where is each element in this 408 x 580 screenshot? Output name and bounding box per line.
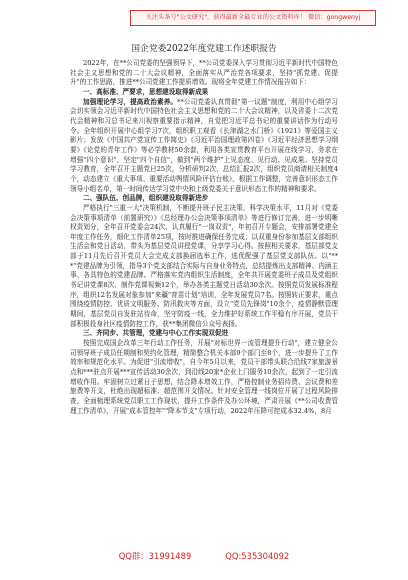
qq-group-text: QQ群：31991489 [118, 551, 192, 561]
section-3-paragraph: 按照完成国企改革三年行动工作任务，开展"对标世界一流管理提升行动"，建立健全公司领导班子成员任期制和契约化管理，精简整合机关本部9个部门至8个，进一步提升了工作效率和规范化水平。为促进"引流增收"，自今年5月以来，党员干部带头联合沿线7家旅游景点和***驻点开展***宣传活动30余次，到沿线20家*企业上门服务10余次，起到了一定引流增收作用。牢固树立过紧日子思想，结合降本增效工作，严格控制业务招待费、会议费和差旅费等开支，杜绝出现超标准、超范围开支情况。针对安全管理一线岗位开展了过程风险排查，全面梳理系统党员职工工作现状，提升工作条件及办公环境，严肃开展《**公司收费管理工作清单》，开展"成本管控年""降本节支"专项行动，2022年压降可控成本32.4%，8月 [70, 339, 338, 415]
qq-text: QQ:535304092 [225, 551, 290, 561]
page-title: 国企党委2022年度党建工作述职报告 [131, 44, 277, 54]
banner-text: 关注头条号"公文研究"，获得最新全最专业的公文资料库！ 微信：gongwenyj [145, 14, 361, 21]
section-1-text: **公司党委认真贯彻"第一议题"制度，利用中心组学习会切实领会习近平新时代中国特色社会主义思想和党的二十大会议精神，以及省委十二次党代会精神和习总书记来川视察重要指示精神，自觉把习近平总书记的重要讲话作为行动号令。全年组织开展中心组学习7次，组织职工观看《长津湖之水门桥》《1921》等爱国主义影片；发放《中国共产党宣传工作简史》《习近平治国理政第四卷》《习近平经济思想学习纲要》《论党的青年工作》等必学教材50余套，利用各类宣贯教育平台开展在线学习，务求在增强"四个意识"，坚定"四个自信"，做到"两个维护"上见态度、见行动、见成果。坚持党员学习教育，全年召开主题党日25次，分析研判2次、总结汇报2次，组织党员商请相关制度4个，动态建立《重大事项、重要活动舆情风险评估台账》，根据工作调整，完善意识形态工作领导小组名单，第一时间传达学习党中央和上级党委关于意识形态工作的精神和要求。 [70, 97, 338, 193]
section-1-paragraph [70, 98, 338, 195]
section-1-subheading: 加强理论学习，提高政治素养。 [83, 97, 178, 106]
section-1-heading: 一、高标准、严要求，思想建设取得新成果 [83, 87, 209, 96]
document-body [70, 42, 338, 416]
footer-contact [0, 546, 408, 566]
intro-paragraph: 2022年，在**公司党委的坚强领导下，**公司党委深入学习贯彻习近平新时代中国特色社会主义思想和党的二十大会议精神，全面落实从严治党各项要求，坚持"抓党建、促提升"的工作思路，推进**公司党建工作提质增效。现将全年党建工作情况报告如下： [70, 59, 338, 87]
section-2-heading: 二、强队伍、创品牌，组织建设取得新进步 [83, 194, 209, 203]
section-2-paragraph: 严格执行"三重一大"决策机制，不断提升班子民主决策、科学决策水平，11月对《党委会决策事项清单（前置研究）》《总经理办公会决策事项清单》等进行修订完善，进一步明晰权责划分，全年召开党委会24次、认真履行"一岗双责"，年初召开专题会，安排部署党建全年度工作任务，细化工作清单25项，按时推进确保任务完成；以双重身份参加基层支部组织生活会和党日活动，带头为基层党员讲授党课，分享学习心得。按照相关要求，基层部党支部于11月先后召开党员大会完成支部换届选举工作，选优配强了基层党支部队伍。以"***"党建品牌为引领，指导3个党支部结合实际与自身业务特点，总结提炼出支部精神、内涵主事、各具特色的党建品牌。严格落实党内组织生活制度，全年共开展党委班子成员及党组织书记讲党课8次、制作党课视频12个，举办各类主题党日活动30余次。按照党员发展标准程序，组织12名发展对象参加"来疆"育苗计划"培训，全年发展党员7名。按照转正要求，重点围绕疫情防控、优质文明服务、防汛救灾等方面，设立"党员先锋岗"10余个，疫情静默管理期间，基层党员自发驻站待命，坚守防疫一线，全力维护好系统工作平稳有序开展，党员干部积极投身社区疫情防控工作，获**集团微信公众号表扬。 [70, 203, 338, 328]
section-3-heading: 三、齐同步、共管理，党建与中心工作实现双促进 [83, 329, 229, 338]
top-banner[interactable] [130, 10, 376, 26]
